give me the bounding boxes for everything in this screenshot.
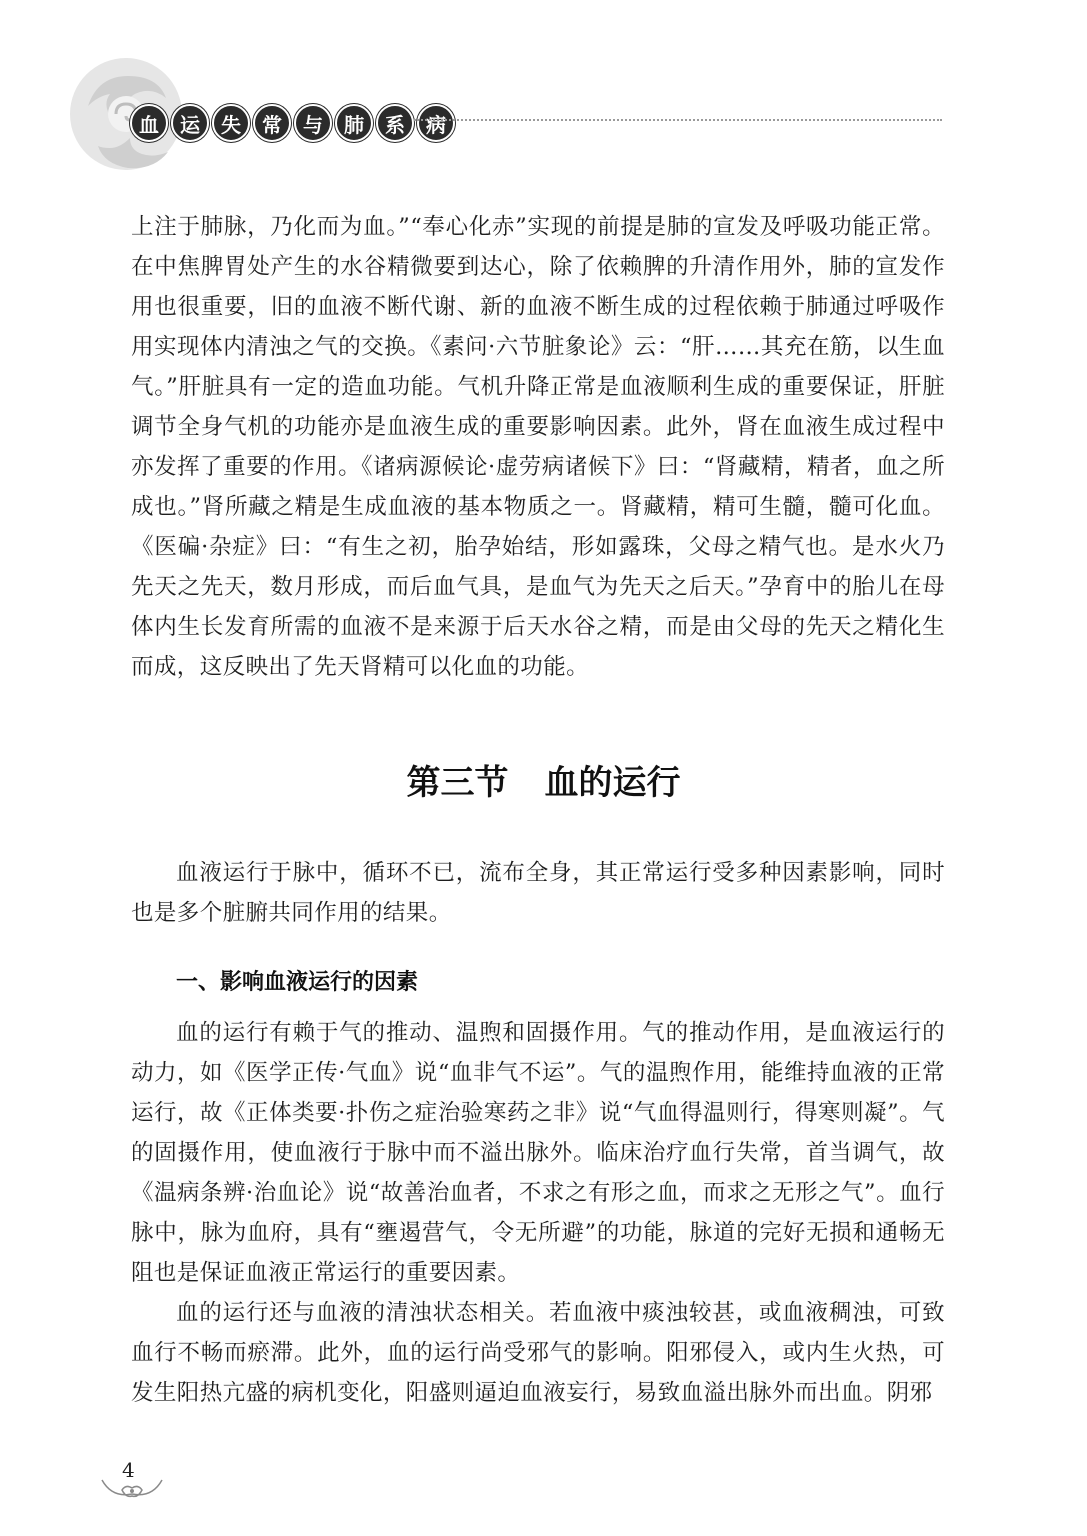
paragraph-factors-qi: 血的运行有赖于气的推动、温煦和固摄作用。气的推动作用，是血液运行的动力，如《医学正传·气血》说“血非气不运”。气的温煦作用，能维持血液的正常运行，故《正体类要·扑伤之症治验寒药之非》说“气血得温则行，得寒则凝”。气的固摄作用，使血液行于脉中而不溢出脉外。临床治疗血行失常，首当调气，故《温病条辨·治血论》说“故善治血者，不求之有形之血，而求之无形之气”。血行脉中，脉为血府，具有“壅遏营气，令无所避”的功能，脉道的完好无损和通畅无阻也是保证血液正常运行的重要因素。 bbox=[131, 1020, 945, 1286]
header-title-char: 常 bbox=[253, 104, 291, 142]
section-heading bbox=[0, 758, 1087, 808]
running-header-title bbox=[130, 104, 455, 142]
section-title: 血的运行 bbox=[544, 763, 681, 803]
paragraph-factors-blood-state: 血的运行还与血液的清浊状态相关。若血液中痰浊较甚，或血液稠浊，可致血行不畅而瘀滞。此外，血的运行尚受邪气的影响。阳邪侵入，或内生火热，可发生阳热亢盛的病机变化，阳盛则逼迫血液妄行，易致血溢出脉外而出血。阴邪 bbox=[131, 1300, 945, 1406]
paragraph-intro: 血液运行于脉中，循环不已，流布全身，其正常运行受多种因素影响，同时也是多个脏腑共同作用的结果。 bbox=[131, 860, 945, 926]
section-number: 第三节 bbox=[406, 763, 509, 803]
header-title-char: 失 bbox=[212, 104, 250, 142]
header-title-char: 血 bbox=[130, 104, 168, 142]
header-title-char: 病 bbox=[417, 104, 455, 142]
header-title-char: 肺 bbox=[335, 104, 373, 142]
header-title-char: 系 bbox=[376, 104, 414, 142]
header-title-char: 与 bbox=[294, 104, 332, 142]
header-dotted-rule bbox=[414, 119, 942, 121]
header-title-char: 运 bbox=[171, 104, 209, 142]
page-number: 4 bbox=[122, 1458, 135, 1482]
paragraph-continued: 上注于肺脉，乃化而为血。”“奉心化赤”实现的前提是肺的宣发及呼吸功能正常。在中焦脾胃处产生的水谷精微要到达心，除了依赖脾的升清作用外，肺的宣发作用也很重要，旧的血液不断代谢、新的血液不断生成的过程依赖于肺通过呼吸作用实现体内清浊之气的交换。《素问·六节脏象论》云：“肝……其充在筋，以生血气。”肝脏具有一定的造血功能。气机升降正常是血液顺利生成的重要保证，肝脏调节全身气机的功能亦是血液生成的重要影响因素。此外，肾在血液生成过程中亦发挥了重要的作用。《诸病源候论·虚劳病诸候下》曰：“肾藏精，精者，血之所成也。”肾所藏之精是生成血液的基本物质之一。肾藏精，精可生髓，髓可化血。《医碥·杂症》曰：“有生之初，胎孕始结，形如露珠，父母之精气也。是水火乃先天之先天，数月形成，而后血气具，是血气为先天之后天。”孕育中的胎儿在母体内生长发育所需的血液不是来源于后天水谷之精，而是由父母的先天之精化生而成，这反映出了先天肾精可以化血的功能。 bbox=[131, 214, 945, 680]
footer-ornament-icon bbox=[100, 1476, 164, 1502]
subsection-heading: 一、影响血液运行的因素 bbox=[176, 970, 419, 995]
